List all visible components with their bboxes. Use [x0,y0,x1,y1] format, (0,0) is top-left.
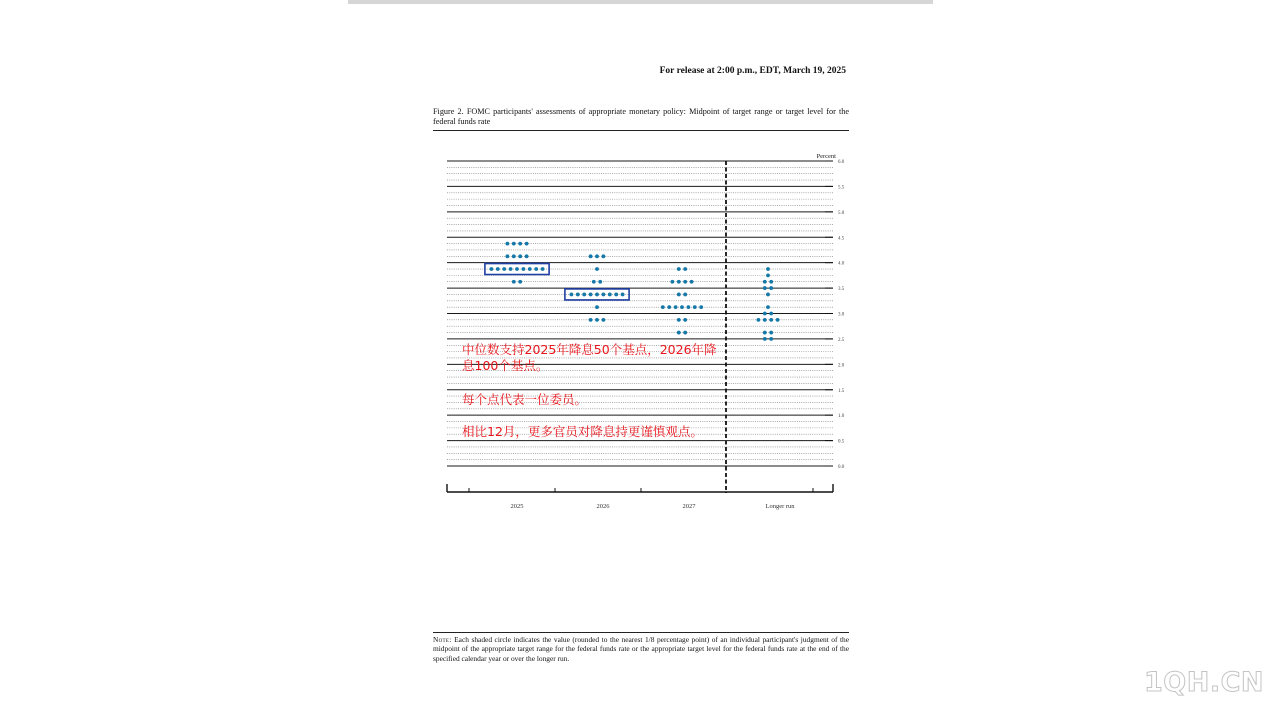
annotation-line-2: 每个点代表一位委员。 [462,392,588,407]
participant-dot [525,242,529,246]
participant-dot [506,254,510,258]
participant-dot [769,312,773,316]
annotation-line-1: 中位数支持2025年降息50个基点，2026年降息100个基点。 [462,342,717,373]
participant-dot [576,293,580,297]
participant-dot [674,305,678,309]
participant-dot [502,267,506,271]
participant-dot [602,318,606,322]
participant-dot [518,242,522,246]
figure-caption: Figure 2. FOMC participants' assessments of appropriate monetary policy: Midpoint of target range or target level for the federal funds rate [433,107,849,126]
participant-dot [661,305,665,309]
participant-dot [683,267,687,271]
participant-dot [693,305,697,309]
participant-dot [570,293,574,297]
participant-dot [763,312,767,316]
y-tick-label: 2.5 [838,337,845,343]
participant-dot [677,280,681,284]
x-tick-label: 2025 [510,503,524,510]
note-rule [433,632,849,633]
participant-dot [528,267,532,271]
participant-dot [683,293,687,297]
participant-dot [512,254,516,258]
y-tick-label: 1.5 [838,388,845,394]
y-tick-label: 5.0 [838,210,845,216]
participant-dot [518,280,522,284]
top-bar [348,0,933,4]
participant-dot [769,337,773,341]
participant-dot [766,267,770,271]
participant-dot [512,280,516,284]
participant-dot [589,254,593,258]
participant-dot [776,318,780,322]
caption-rule [433,130,849,131]
y-tick-label: 3.0 [838,312,845,318]
y-tick-label: 0.0 [838,465,845,470]
release-date: For release at 2:00 p.m., EDT, March 19, 2025 [659,66,846,76]
participant-dot [589,293,593,297]
participant-dot [690,280,694,284]
participant-dot [614,293,618,297]
participant-dot [490,267,494,271]
participant-dot [677,318,681,322]
participant-dot [506,242,510,246]
y-tick-label: 3.5 [838,287,845,293]
participant-dot [680,305,684,309]
participant-dot [757,318,761,322]
participant-dot [763,337,767,341]
participant-dot [582,293,586,297]
participant-dot [512,242,516,246]
note-label: Note: [433,635,452,644]
participant-dot [766,273,770,277]
participant-dot [677,293,681,297]
participant-dot [769,286,773,290]
participant-dot [769,280,773,284]
participant-dot [515,267,519,271]
participant-dot [769,331,773,335]
participant-dot [769,318,773,322]
participant-dot [496,267,500,271]
participant-dot [621,293,625,297]
participant-dot [683,318,687,322]
participant-dot [595,318,599,322]
participant-dot [518,254,522,258]
participant-dot [763,280,767,284]
participant-dot [534,267,538,271]
participant-dot [522,267,526,271]
participant-dot [589,318,593,322]
x-tick-label: 2027 [682,503,696,510]
participant-dot [677,267,681,271]
dot-plot-chart [433,145,849,515]
participant-dot [667,305,671,309]
participant-dot [595,267,599,271]
y-axis-label: Percent [816,153,836,160]
y-tick-label: 2.0 [838,363,845,369]
x-tick-label: 2026 [596,503,610,510]
y-tick-label: 5.5 [838,185,845,191]
participant-dot [592,280,596,284]
participant-dot [763,286,767,290]
participant-dot [766,305,770,309]
participant-dot [677,331,681,335]
footnote [433,635,849,663]
watermark-logo: 1QH.CN [1143,667,1264,698]
participant-dot [683,280,687,284]
participant-dot [699,305,703,309]
participant-dot [608,293,612,297]
x-tick-label: Longer run [765,503,795,510]
participant-dot [598,280,602,284]
note-text: Each shaded circle indicates the value (rounded to the nearest 1/8 percentage point) of an individual participant's judgment of the midpoint of the appropriate target range for the federal funds rate or the appropriate target level for the federal funds rate at the end of the specified calendar year or over the longer run. [433,635,849,663]
participant-dot [763,331,767,335]
y-tick-label: 1.0 [838,414,845,420]
participant-dot [766,293,770,297]
participant-dot [671,280,675,284]
participant-dot [541,267,545,271]
participant-dot [509,267,513,271]
y-tick-label: 0.5 [838,439,845,445]
participant-dot [683,331,687,335]
annotation-line-3: 相比12月，更多官员对降息持更谨慎观点。 [462,424,703,439]
y-tick-label: 4.0 [838,261,845,267]
participant-dot [687,305,691,309]
participant-dot [595,305,599,309]
participant-dot [595,293,599,297]
y-tick-label: 6.0 [838,160,845,165]
annotation-box [462,342,724,456]
participant-dot [602,293,606,297]
participant-dot [525,254,529,258]
participant-dot [763,318,767,322]
participant-dot [602,254,606,258]
participant-dot [595,254,599,258]
y-tick-label: 4.5 [838,236,845,242]
